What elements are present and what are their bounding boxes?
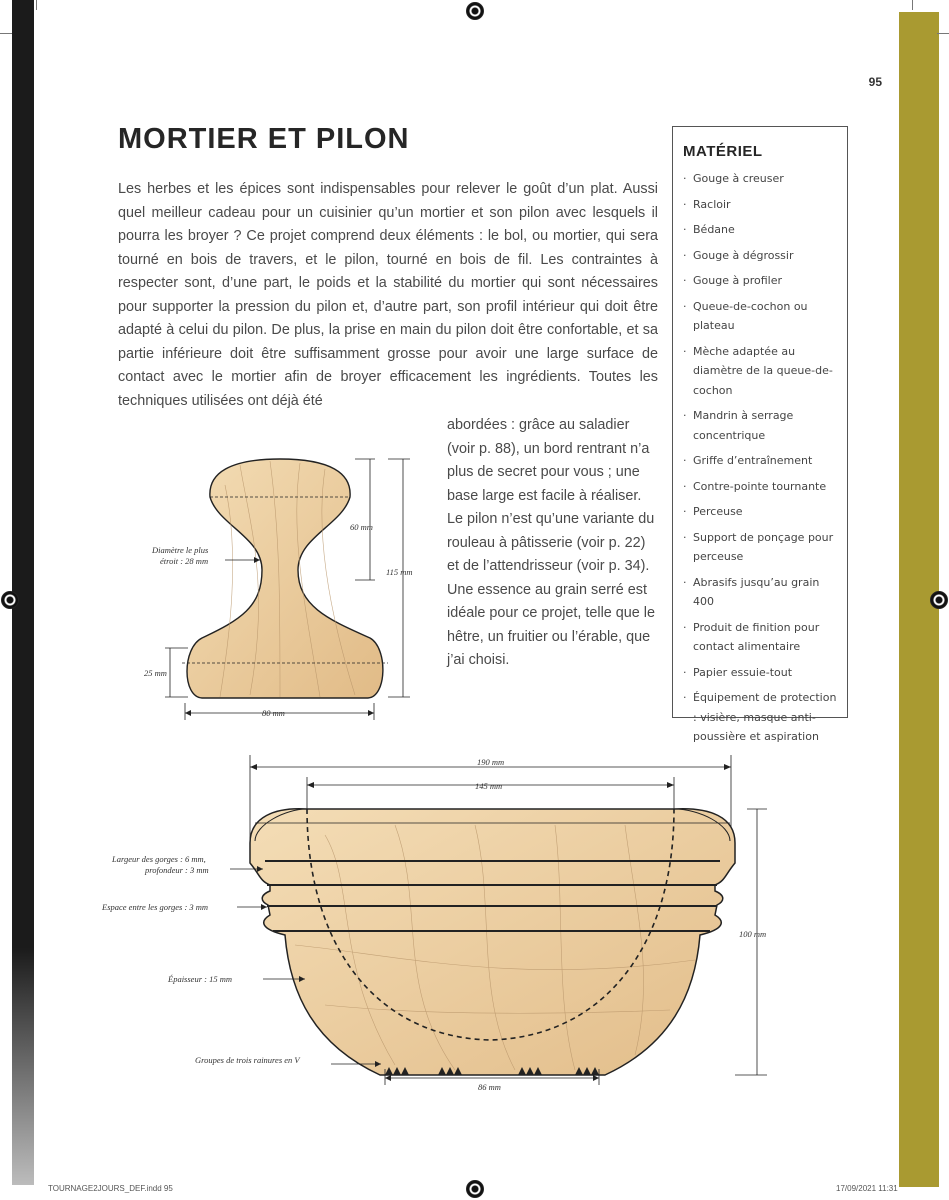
dim-145-label: 145 mm xyxy=(475,781,503,791)
registration-mark-icon xyxy=(466,2,484,20)
registration-mark-icon xyxy=(466,1180,484,1198)
list-item: · Gouge à creuser xyxy=(683,169,837,189)
page-title: MORTIER ET PILON xyxy=(118,123,410,155)
narrow-label-line-2: étroit : 28 mm xyxy=(160,556,209,566)
page-number: 95 xyxy=(868,75,882,89)
materials-box xyxy=(672,126,848,743)
registration-mark-icon xyxy=(930,591,948,609)
intro-paragraph-continued: abordées : grâce au saladier (voir p. 88), un bord rentrant n’a plus de secret pour vous ; une base large est facile à réaliser. Le pilon n’est qu’une variante du rouleau à pâtisserie (voir p. 22) et de l’attendrisseur (voir p. 34). Une essence au grain serré est idéale pour ce projet, telle que le hêtre, un fruitier ou l’érable, que j’ai choisi. xyxy=(447,417,656,668)
dim-115-label: 115 mm xyxy=(386,567,413,577)
dim-86-label: 86 mm xyxy=(478,1082,501,1090)
mortar-shape xyxy=(250,809,735,1075)
intro-paragraph: Les herbes et les épices sont indispensables pour relever le goût d’un plat. Aussi quel meilleur cadeau pour un cuisinier qu’un mortier et son pilon avec lesquels il pourra les broyer ? Ce projet comprend deux éléments : le bol, ou mortier, qui sera tourné en bois de travers, et le pilon, tourné en bois de fil. Les contraintes à respecter sont, d’une part, le poids et la stabilité du mortier qui sont nécessaires pour supporter la pression du pilon et, d’autre part, son profil intérieur qui doit être adapté à celui du pilon. De plus, la prise en main du pilon doit être confortable, et sa partie inférieure doit être suffisamment grosse pour avoir une large surface de contact avec le mortier afin de broyer efficacement les ingrédients. Toutes les techniques utilisées ont déjà été xyxy=(118,181,658,409)
list-item: · Papier essuie-tout xyxy=(683,663,837,683)
thickness-label: Épaisseur : 15 mm xyxy=(168,974,232,984)
v-grooves-label: Groupes de trois rainures en V xyxy=(195,1055,300,1065)
dim-25-label: 25 mm xyxy=(144,668,167,678)
list-item: · Queue-de-cochon ou plateau xyxy=(683,297,837,336)
narrow-label-line-1: Diamètre le plus xyxy=(152,545,209,555)
gorges-width-label-1: Largeur des gorges : 6 mm, xyxy=(112,854,206,864)
list-item: · Mèche adaptée au diamètre de la queue-de-cochon xyxy=(683,342,837,401)
materials-heading: MATÉRIEL xyxy=(683,143,763,160)
mortar-diagram xyxy=(95,745,795,1090)
pestle-diagram xyxy=(130,445,440,730)
crop-mark xyxy=(912,0,913,10)
footer-file-info: TOURNAGE2JOURS_DEF.indd 95 xyxy=(48,1184,173,1193)
list-item: · Perceuse xyxy=(683,502,837,522)
gorges-space-label: Espace entre les gorges : 3 mm xyxy=(102,902,209,912)
list-item: · Bédane xyxy=(683,220,837,240)
dim-190-label: 190 mm xyxy=(477,757,505,767)
list-item: · Produit de finition pour contact alimentaire xyxy=(683,618,837,657)
list-item: · Gouge à profiler xyxy=(683,271,837,291)
list-item: · Mandrin à serrage concentrique xyxy=(683,406,837,445)
pestle-shape xyxy=(187,459,383,698)
list-item: · Abrasifs jusqu’au grain 400 xyxy=(683,573,837,612)
list-item: · Griffe d’entraînement xyxy=(683,451,837,471)
crop-mark xyxy=(36,0,37,10)
list-item: · Contre-pointe tournante xyxy=(683,477,837,497)
materials-list xyxy=(683,169,837,747)
registration-mark-icon xyxy=(1,591,19,609)
crop-mark xyxy=(937,33,949,34)
crop-mark xyxy=(0,33,12,34)
dim-100-label: 100 mm xyxy=(739,929,767,939)
list-item: · Racloir xyxy=(683,195,837,215)
dim-80-label: 80 mm xyxy=(262,708,285,718)
dim-60-label: 60 mm xyxy=(350,522,373,532)
footer-date: 17/09/2021 11:31 xyxy=(836,1184,898,1193)
list-item: · Équipement de protection : visière, masque anti-poussière et aspiration xyxy=(683,688,837,747)
list-item: · Gouge à dégrossir xyxy=(683,246,837,266)
gorges-width-label-2: profondeur : 3 mm xyxy=(145,865,209,875)
list-item: · Support de ponçage pour perceuse xyxy=(683,528,837,567)
